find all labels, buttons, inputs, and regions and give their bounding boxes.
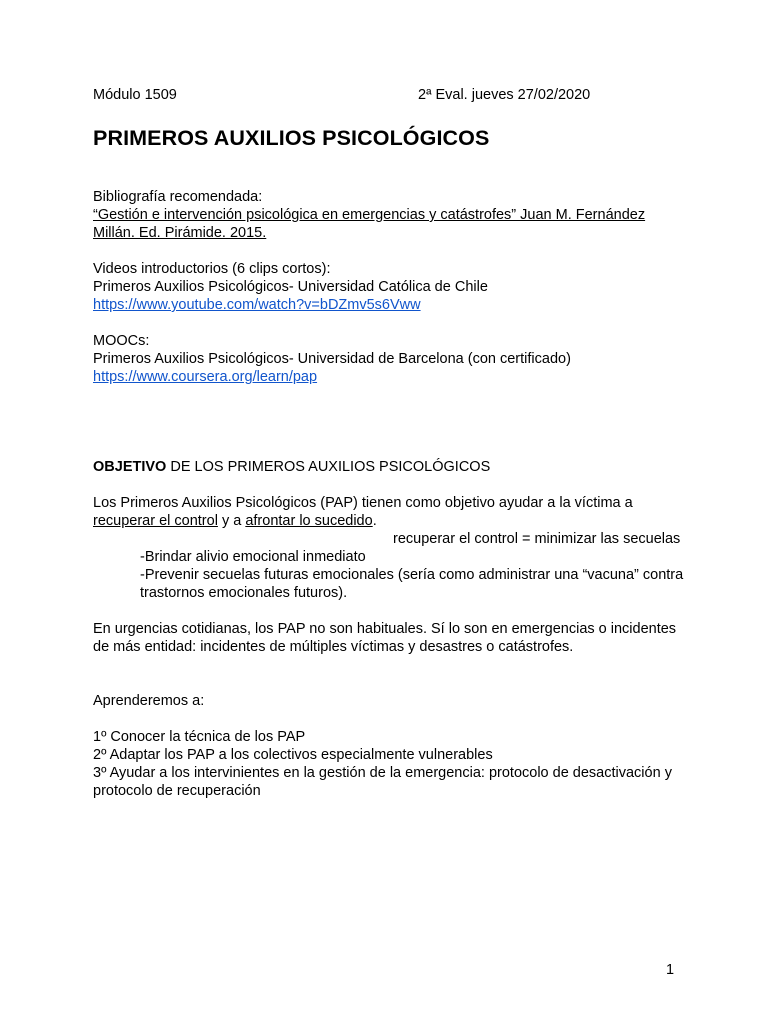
objective-intro-line1: Los Primeros Auxilios Psicológicos (PAP) tienen como objetivo ayudar a la víctima a — [93, 495, 633, 511]
objective-bullet-1: -Brindar alivio emocional inmediato — [140, 549, 366, 565]
urgencies-line2: de más entidad: incidentes de múltiples víctimas y desastres o catástrofes. — [93, 639, 574, 655]
learn-item-3-line2: protocolo de recuperación — [93, 783, 261, 799]
objective-heading-rest: DE LOS PRIMEROS AUXILIOS PSICOLÓGICOS — [166, 459, 491, 475]
bibliography-section — [93, 188, 693, 242]
learn-item-2: 2º Adaptar los PAP a los colectivos especialmente vulnerables — [93, 747, 493, 763]
page-number: 1 — [666, 962, 675, 978]
eval-date: 2ª Eval. jueves 27/02/2020 — [418, 87, 591, 103]
urgencies-line1: En urgencias cotidianas, los PAP no son habituales. Sí lo son en emergencias o incidentes — [93, 621, 677, 637]
bibliography-reference-line1: “Gestión e intervención psicológica en emergencias y catástrofes” Juan M. Fernández — [93, 207, 646, 223]
moocs-heading: MOOCs: — [93, 333, 150, 349]
objective-intro-connector: y a — [217, 513, 246, 529]
objective-bullet-2-line2: trastornos emocionales futuros). — [140, 585, 348, 601]
bibliography-heading: Bibliografía recomendada: — [93, 189, 263, 205]
objective-bullet-2-line1: -Prevenir secuelas futuras emocionales (sería como administrar una “vacuna” contra — [140, 567, 684, 583]
objective-note: recuperar el control = minimizar las secuelas — [393, 531, 681, 547]
objective-heading-bold: OBJETIVO — [93, 459, 167, 475]
cope-text: afrontar lo sucedido — [245, 513, 373, 529]
videos-section — [93, 260, 693, 314]
objective-intro-end: . — [372, 513, 377, 529]
videos-source: Primeros Auxilios Psicológicos- Universidad Católica de Chile — [93, 279, 488, 295]
learn-heading: Aprenderemos a: — [93, 693, 205, 709]
document-header — [93, 86, 693, 106]
bibliography-reference-line2: Millán. Ed. Pirámide. 2015. — [93, 225, 267, 241]
coursera-link[interactable]: https://www.coursera.org/learn/pap — [93, 369, 318, 385]
moocs-section — [93, 332, 693, 386]
document-title: PRIMEROS AUXILIOS PSICOLÓGICOS — [93, 126, 490, 150]
moocs-source: Primeros Auxilios Psicológicos- Universidad de Barcelona (con certificado) — [93, 351, 571, 367]
recover-control-text: recuperar el control — [93, 513, 218, 529]
videos-heading: Videos introductorios (6 clips cortos): — [93, 261, 331, 277]
objective-intro-line2 — [93, 512, 693, 530]
urgencies-section — [93, 620, 693, 656]
document-page — [93, 86, 693, 800]
module-label: Módulo 1509 — [93, 87, 177, 103]
learn-item-1: 1º Conocer la técnica de los PAP — [93, 729, 306, 745]
learn-item-3-line1: 3º Ayudar a los intervinientes en la gestión de la emergencia: protocolo de desactivación y — [93, 765, 672, 781]
youtube-link[interactable]: https://www.youtube.com/watch?v=bDZmv5s6Vww — [93, 297, 421, 313]
objective-heading — [93, 458, 693, 476]
learn-section — [93, 692, 693, 800]
objective-section — [93, 458, 693, 602]
